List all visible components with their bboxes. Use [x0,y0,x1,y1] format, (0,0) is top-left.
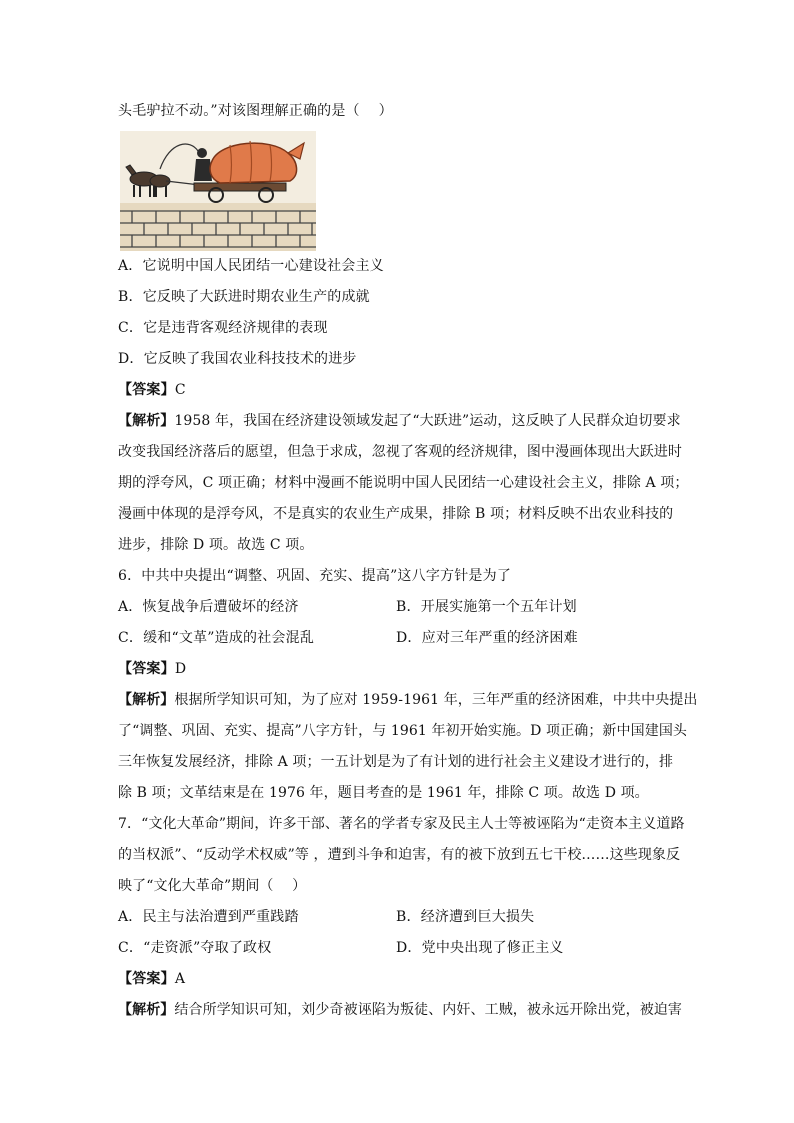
q7-options-row-2 [118,933,678,964]
q6-option-d: D．应对三年严重的经济困难 [396,630,578,646]
q6-option-c: C．缓和“文革”造成的社会混乱 [118,630,315,646]
q7-option-a: A．民主与法治遭到严重践踏 [118,909,299,925]
document-page [118,96,698,1026]
q5-stem: 头毛驴拉不动。”对该图理解正确的是（ ） [118,103,393,119]
q7-answer [118,964,678,995]
q6-stem: 6．中共中央提出“调整、巩固、充实、提高”这八字方针是为了 [118,568,512,584]
analysis-line: 进步，排除 D 项。故选 C 项。 [118,537,314,553]
analysis-line: 1958 年，我国在经济建设领域发起了“大跃进”运动，这反映了人民群众迫切要求 [174,413,681,429]
q7-option-c: C．“走资派”夺取了政权 [118,940,272,956]
analysis-line: 漫画中体现的是浮夸风，不是真实的农业生产成果，排除 B 项；材料反映不出农业科技的 [118,506,674,522]
cartoon-illustration [120,131,316,251]
q5-option-b: B．它反映了大跃进时期农业生产的成就 [118,289,370,305]
answer-label: 【答案】 [118,661,175,677]
q5-option-c: C．它是违背客观经济规律的表现 [118,320,328,336]
q6-analysis [118,685,698,809]
q5-answer [118,375,678,406]
analysis-label: 【解析】 [118,692,175,708]
analysis-line: 改变我国经济落后的愿望，但急于求成，忽视了客观的经济规律，图中漫画体现出大跃进时 [118,444,682,460]
stem-line: 的当权派”、“反动学术权威”等 ，遭到斗争和迫害，有的被下放到五七干校……这些现象反 [118,847,681,863]
q6-options-row-2 [118,623,678,654]
q6-answer [118,654,678,685]
answer-value: C [174,382,186,398]
q5-option-a: A．它说明中国人民团结一心建设社会主义 [118,258,384,274]
analysis-line: 结合所学知识可知，刘少奇被诬陷为叛徒、内奸、工贼，被永远开除出党，被迫害 [174,1002,683,1018]
q5-option-d: D．它反映了我国农业科技技术的进步 [118,351,357,367]
q7-stem [118,809,685,902]
analysis-label: 【解析】 [118,413,175,429]
analysis-line: 除 B 项；文革结束是在 1976 年，题目考查的是 1961 年，排除 C 项。故选 D 项。 [118,785,649,801]
analysis-line: 三年恢复发展经济，排除 A 项；一五计划是为了有计划的进行社会主义建设才进行的，排 [118,754,674,770]
analysis-line: 根据所学知识可知，为了应对 1959-1961 年，三年严重的经济困难，中共中央提出 [174,692,698,708]
q6-option-b: B．开展实施第一个五年计划 [396,599,577,615]
stem-line: 映了“文化大革命”期间（ ） [118,878,307,894]
answer-label: 【答案】 [118,971,175,987]
q5-analysis [118,406,689,561]
q6-option-a: A．恢复战争后遭破坏的经济 [118,599,299,615]
analysis-label: 【解析】 [118,1002,175,1018]
q7-analysis [118,995,683,1026]
q6-options-row-1 [118,592,678,623]
q7-option-b: B．经济遭到巨大损失 [396,909,535,925]
analysis-line: 期的浮夸风，C 项正确；材料中漫画不能说明中国人民团结一心建设社会主义，排除 A 项； [118,475,689,491]
stem-line: 7．“文化大革命”期间，许多干部、著名的学者专家及民主人士等被诬陷为“走资本主义道路 [118,816,685,832]
analysis-line: 了“调整、巩固、充实、提高”八字方针，与 1961 年初开始实施。D 项正确；新中国建国头 [118,723,688,739]
answer-value: A [174,971,186,987]
q7-option-d: D．党中央出现了修正主义 [396,940,564,956]
q7-options-row-1 [118,902,678,933]
answer-value: D [174,661,187,677]
answer-label: 【答案】 [118,382,175,398]
